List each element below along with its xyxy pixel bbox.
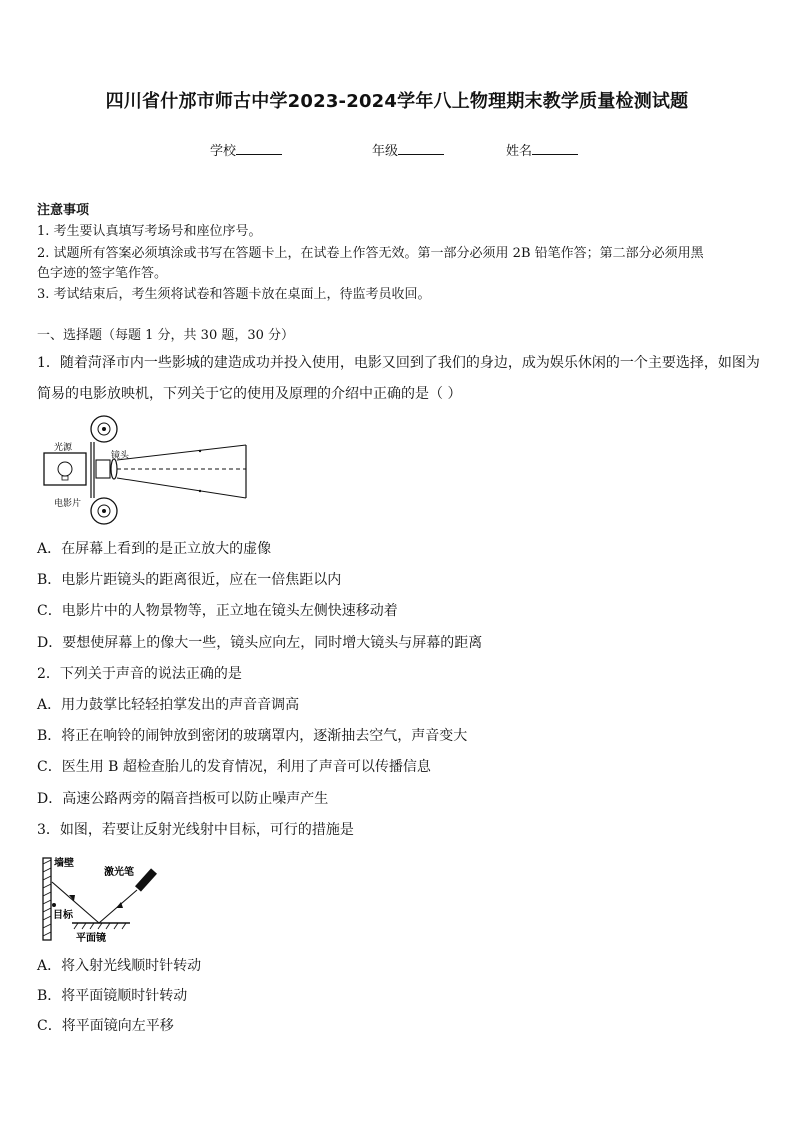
figure-label-mirror: 平面镜: [76, 933, 106, 944]
option-a: A．用力鼓掌比轻轻拍掌发出的声音音调高: [37, 697, 300, 713]
figure-label-lens: 镜头: [111, 451, 130, 461]
question-3-text: 3．如图，若要让反射光线射中目标，可行的措施是: [37, 822, 354, 838]
figure-label-light-source: 光源: [54, 443, 73, 453]
figure-label-film: 电影片: [54, 499, 82, 509]
note-item: 2. 试题所有答案必须填涂或书写在答题卡上，在试卷上作答无效。第一部分必须用 2B 铅笔作答；第二部分必须用黑: [37, 246, 704, 261]
name-field: [506, 140, 578, 159]
option-b: B．将正在响铃的闹钟放到密闭的玻璃罩内，逐渐抽去空气，声音变大: [37, 728, 468, 744]
mirror-figure: [38, 850, 168, 944]
projector-figure: [40, 412, 260, 528]
note-item: 3. 考试结束后，考生须将试卷和答题卡放在桌面上，待监考员收回。: [37, 287, 431, 302]
grade-field: [372, 140, 444, 159]
option-c: C．将平面镜向左平移: [37, 1018, 174, 1034]
school-label: 学校: [210, 144, 237, 159]
name-label: 姓名: [506, 144, 533, 159]
figure-label-target: 目标: [53, 910, 73, 921]
page-title: 四川省什邡市师古中学2023-2024学年八上物理期末教学质量检测试题: [105, 91, 689, 112]
question-1-text: 1．随着菏泽市内一些影城的建造成功并投入使用，电影又回到了我们的身边，成为娱乐休闲的一个主要选择，如图为: [37, 355, 760, 371]
figure-label-laser: 激光笔: [104, 867, 134, 878]
option-c: C．电影片中的人物景物等，正立地在镜头左侧快速移动着: [37, 603, 398, 619]
grade-label: 年级: [372, 144, 399, 159]
option-a: A．将入射光线顺时针转动: [37, 958, 202, 974]
note-item: 色字迹的签字笔作答。: [37, 266, 168, 281]
name-blank[interactable]: [532, 142, 578, 155]
note-item: 1. 考生要认真填写考场号和座位序号。: [37, 224, 262, 239]
question-1-text-cont: 简易的电影放映机，下列关于它的使用及原理的介绍中正确的是（ ）: [37, 386, 462, 402]
option-b: B．电影片距镜头的距离很近，应在一倍焦距以内: [37, 572, 342, 588]
figure-label-wall: 墙壁: [54, 858, 74, 869]
grade-blank[interactable]: [398, 142, 444, 155]
option-c: C．医生用 B 超检查胎儿的发育情况，利用了声音可以传播信息: [37, 759, 431, 775]
option-b: B．将平面镜顺时针转动: [37, 988, 188, 1004]
school-blank[interactable]: [236, 142, 282, 155]
school-field: [210, 140, 282, 159]
question-2-text: 2．下列关于声音的说法正确的是: [37, 666, 242, 682]
section-heading: 一、选择题（每题 1 分，共 30 题，30 分）: [37, 328, 295, 343]
option-d: D．高速公路两旁的隔音挡板可以防止噪声产生: [37, 791, 329, 807]
notes-heading: 注意事项: [37, 203, 90, 218]
option-a: A．在屏幕上看到的是正立放大的虚像: [37, 541, 272, 557]
option-d: D．要想使屏幕上的像大一些，镜头应向左，同时增大镜头与屏幕的距离: [37, 635, 483, 651]
